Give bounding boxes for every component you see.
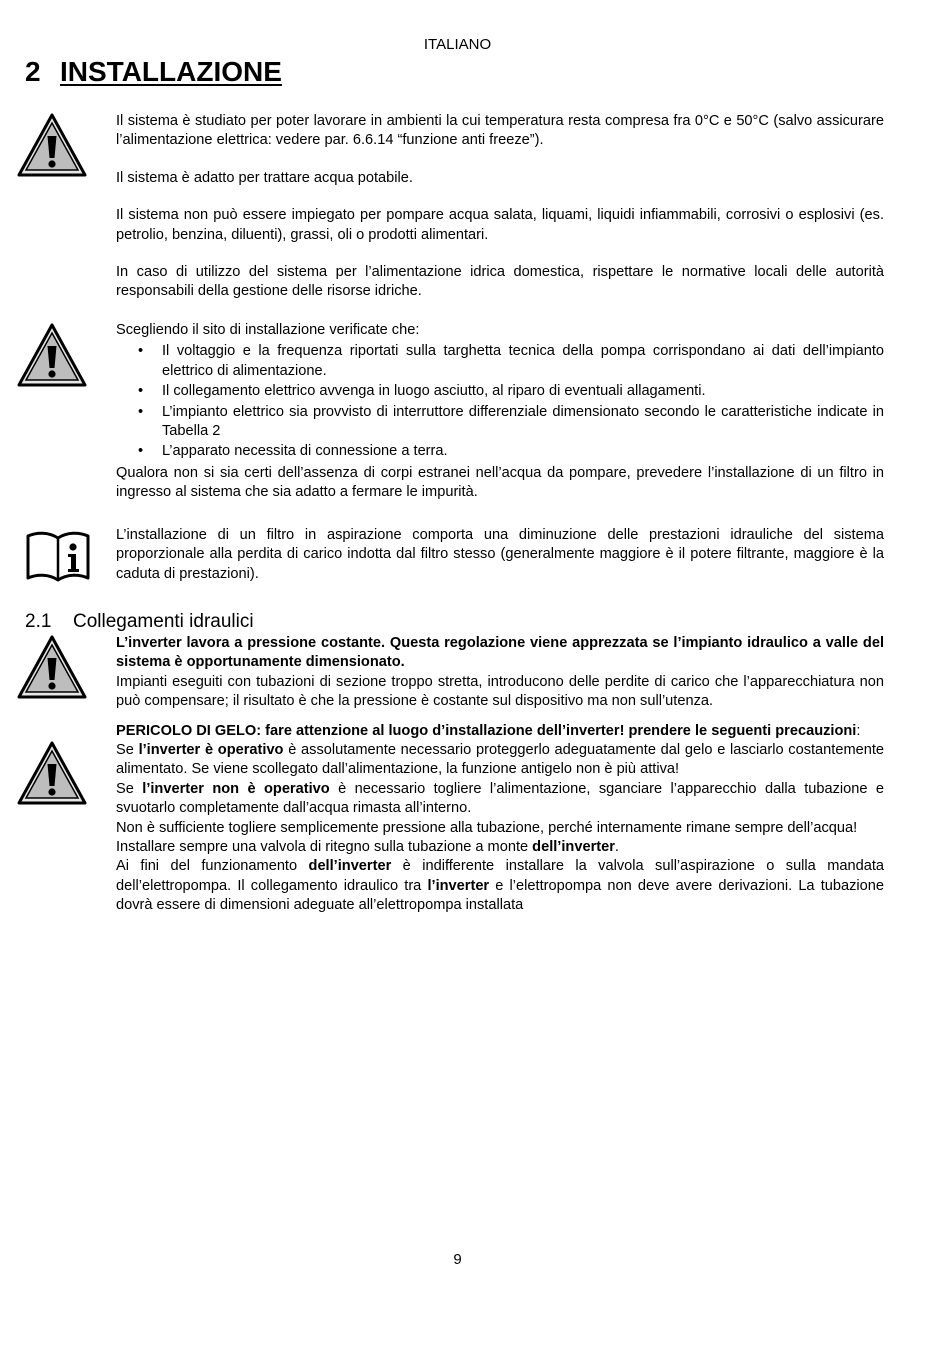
- intro-paragraph-temperature: Il sistema è studiato per poter lavorare in ambienti la cui temperatura resta compresa fra 0°C e 50°C (salvo assicurare l’alimentazione elettrica: vedere par. 6.6.14 “funzione anti freeze”).: [116, 113, 884, 149]
- text-run-bold: l’inverter non è operativo: [142, 780, 330, 797]
- section-title-text: INSTALLAZIONE: [60, 56, 282, 87]
- subsection-title-text: Collegamenti idraulici: [73, 611, 254, 632]
- page-header-language: ITALIANO: [423, 36, 492, 53]
- text-run: Installare sempre una valvola di ritegno sulla tubazione a monte: [116, 839, 533, 856]
- frost-line-operative: [116, 741, 884, 780]
- text-run-bold: l’inverter: [427, 877, 490, 894]
- site-block: [116, 321, 884, 503]
- list-item: • Il voltaggio e la frequenza riportati sulla targhetta tecnica della pompa corrispondano ai dati dell’impianto elettrico di alimentazione.: [162, 342, 884, 381]
- intro-paragraph-domestic: In caso di utilizzo del sistema per l’alimentazione idrica domestica, rispettare le normative locali delle autorità responsabili della gestione delle risorse idriche.: [116, 264, 884, 300]
- info-paragraph: L’installazione di un filtro in aspirazione comporta una diminuzione delle prestazioni idrauliche del sistema proporzionale alla perdita di carico indotta dal filtro stesso (generalmente maggiore è il potere filtrante, maggiore è la caduta di prestazioni).: [116, 527, 884, 582]
- warning-icon: [16, 322, 88, 388]
- text-run: Se: [116, 742, 139, 759]
- frost-line-not-operative: [116, 780, 884, 819]
- text-run: è necessario togliere l’alimentazione, sganciare l’apparecchio dalla tubazione e svuotarlo completamente dall’acqua rimasta all’interno.: [116, 780, 885, 817]
- site-checklist: [116, 342, 884, 461]
- frost-warning: [116, 722, 884, 741]
- intro-paragraph-potable: Il sistema è adatto per trattare acqua potabile.: [116, 169, 413, 186]
- info-block: [116, 526, 884, 584]
- hydraulic-block: [116, 634, 884, 916]
- frost-line-valve: [116, 838, 884, 857]
- text-run: è assolutamente necessario proteggerlo adeguatamente dal gelo e lasciarlo costantemente alimentato. Se viene scollegato dall’alimentazione, la funzione antigelo non è più attiva!: [116, 742, 885, 778]
- section-number: 2: [25, 56, 41, 87]
- site-filter-paragraph: Qualora non si sia certi dell’assenza di corpi estranei nell’acqua da pompare, prevedere l’installazione di un filtro in ingresso al sistema che sia adatto a fermare le impurità.: [116, 464, 884, 501]
- frost-line-pressure: Non è sufficiente togliere semplicemente pressione alla tubazione, perché internamente rimane sempre dell’acqua!: [116, 819, 858, 836]
- info-book-icon: [25, 530, 91, 582]
- intro-paragraph-restrictions: Il sistema non può essere impiegato per pompare acqua salata, liquami, liquidi infiammabili, corrosivi o esplosivi (es. petrolio, benzina, diluenti), grassi, oli o prodotti alimentari.: [116, 207, 884, 243]
- text-run-bold: l’inverter è operativo: [138, 742, 284, 759]
- frost-warning-colon: :: [856, 722, 861, 739]
- frost-line-connection: [116, 857, 884, 915]
- list-item: • L’apparato necessita di connessione a terra.: [162, 442, 884, 461]
- text-run: Se: [116, 780, 143, 797]
- hydraulic-paragraph: Impianti eseguiti con tubazioni di sezione troppo stretta, introducono delle perdite di carico che l’apparecchiatura non può compensare; il risultato è che la pressione è costante sul dispositivo ma non sull’utenza.: [116, 673, 884, 710]
- section-title: [25, 56, 282, 88]
- text-run: e l’elettropompa non deve avere derivazioni. La tubazione dovrà essere di dimensioni adeguate all’elettropompa installata: [116, 877, 884, 914]
- warning-icon: [16, 112, 88, 178]
- list-item: • Il collegamento elettrico avvenga in luogo asciutto, al riparo di eventuali allagamenti.: [162, 382, 884, 401]
- subsection-title: [25, 611, 254, 633]
- text-run-bold: dell’inverter: [532, 839, 615, 856]
- text-run: è indifferente installare la valvola sull’aspirazione o sulla mandata dell’elettropompa. Il collegamento idraulico tra: [116, 858, 884, 894]
- subsection-number: 2.1: [25, 611, 52, 632]
- hydraulic-bold-lead: L’inverter lavora a pressione costante. Questa regolazione viene apprezzata se l’impianto idraulico a valle del sistema è opportunamente dimensionato.: [116, 635, 884, 671]
- site-lead: Scegliendo il sito di installazione verificate che:: [116, 322, 420, 338]
- frost-warning-bold: PERICOLO DI GELO: fare attenzione al luogo d’installazione dell’inverter! prendere le seguenti precauzioni: [116, 722, 857, 739]
- text-run: .: [614, 839, 619, 856]
- text-run: Ai fini del funzionamento: [116, 858, 309, 875]
- text-run-bold: dell’inverter: [308, 858, 392, 875]
- page-number: 9: [453, 1251, 462, 1268]
- intro-block: [116, 112, 884, 302]
- list-item: • L’impianto elettrico sia provvisto di interruttore differenziale dimensionato secondo le caratteristiche indicate in Tabella 2: [162, 403, 884, 442]
- warning-icon: [16, 740, 88, 806]
- warning-icon: [16, 634, 88, 700]
